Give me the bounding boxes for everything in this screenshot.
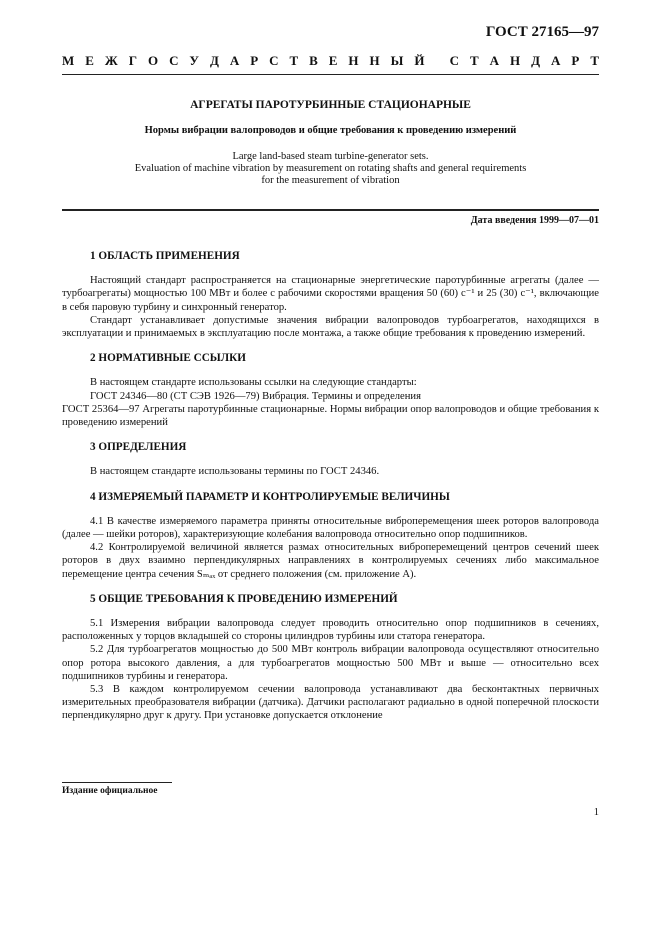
header-rule (62, 74, 599, 75)
section-measured-parameter (62, 491, 599, 581)
banner-letter: В (309, 53, 318, 68)
banner-letter: У (189, 53, 199, 68)
banner-letter: Р (571, 53, 580, 68)
english-title-line: for the measurement of vibration (261, 175, 400, 186)
banner-letter: Г (128, 53, 137, 68)
banner-letter: А (489, 53, 500, 68)
paragraph: В настоящем стандарте использованы ссылки на следующие стандарты: (90, 377, 417, 389)
english-title-line: Evaluation of machine vibration by measurement on rotating shafts and general requirements (134, 163, 527, 174)
banner-letter: С (269, 53, 279, 68)
paragraph: Стандарт устанавливает допустимые значения вибрации валопроводов турбоагрегатов, находящихся в эксплуатации и принимаемых в эксплуатацию после монтажа, а также общие требования к проведению измерений. (62, 314, 599, 340)
section-heading: 1 ОБЛАСТЬ ПРИМЕНЕНИЯ (90, 250, 240, 262)
paragraph: 5.3 В каждом контролируемом сечении валопровода устанавливают два бесконтактных первичных измерительных преобразователя вибрации (датчика). Датчики располагают радиально в одной поперечной плоскости перпендикулярно друг к другу. При установке допускается отклонение (62, 684, 599, 722)
section-definitions (62, 441, 599, 478)
banner-letter: А (551, 53, 561, 68)
section-heading: 3 ОПРЕДЕЛЕНИЯ (90, 441, 187, 454)
banner-letter: Н (510, 53, 521, 68)
banner-letter: Е (328, 53, 338, 68)
section-general-requirements (62, 593, 599, 723)
banner-letter: Т (470, 53, 479, 68)
paragraph: ГОСТ 25364—97 Агрегаты паротурбинные стационарные. Нормы вибрации опор валопроводов и общие требования к проведению измерений (62, 403, 599, 429)
document-body (62, 250, 599, 735)
paragraph: 4.2 Контролируемой величиной является размах относительных виброперемещений центров сечений шеек роторов в двух взаимно перпендикулярных направлениях в контролируемых сечениях либо максимальное перемещение центра сечения Sₘₐₓ от среднего положения (см. приложение А). (62, 542, 599, 580)
banner-letter: Н (348, 53, 359, 68)
banner-letter: Р (250, 53, 259, 68)
english-title (62, 151, 599, 187)
banner-letter: Т (590, 53, 599, 68)
section-scope (62, 250, 599, 340)
banner-letter: Ы (390, 53, 404, 68)
banner-letter: Н (369, 53, 380, 68)
banner-letter: Д (531, 53, 541, 68)
section-heading: 4 ИЗМЕРЯЕМЫЙ ПАРАМЕТР И КОНТРОЛИРУЕМЫЕ ВЕЛИЧИНЫ (90, 490, 450, 503)
banner-letter: Й (414, 53, 425, 68)
banner-letter: С (449, 53, 460, 68)
paragraph: 5.2 Для турбоагрегатов мощностью до 500 МВт контроль вибрации валопровода осуществляют относительно опор ротора высокого давления, а для турбоагрегатов мощностью 500 МВт и выше — относительно всех подшипников турбины и генератора. (62, 644, 599, 682)
document-subtitle: Нормы вибрации валопроводов и общие требования к проведению измерений (144, 125, 517, 136)
effective-date: Дата введения 1999—07—01 (470, 215, 599, 226)
banner-letter: О (147, 53, 159, 68)
paragraph: В настоящем стандарте использованы термины по ГОСТ 24346. (90, 466, 380, 478)
document-title: АГРЕГАТЫ ПАРОТУРБИННЫЕ СТАЦИОНАРНЫЕ (190, 99, 471, 111)
standard-code: ГОСТ 27165—97 (485, 24, 599, 40)
banner-letter: С (169, 53, 179, 68)
paragraph: Настоящий стандарт распространяется на стационарные энергетические паротурбинные агрегаты (далее — турбоагрегаты) мощностью 100 МВт и более с рабочими скоростями вращения 50 (60) с⁻¹ и 25 (30) с⁻¹, включающие в себя паровую турбину и синхронный генератор. (62, 275, 599, 313)
banner-letter: Т (289, 53, 299, 68)
banner-letter: Д (209, 53, 219, 68)
section-heading: 2 НОРМАТИВНЫЕ ССЫЛКИ (90, 352, 246, 365)
banner-letter: А (229, 53, 240, 68)
footer-rule (62, 782, 172, 783)
english-title-line: Large land-based steam turbine-generator sets. (232, 151, 429, 162)
banner-letter: Е (85, 53, 94, 68)
banner-letter: М (62, 53, 75, 68)
section-heading: 5 ОБЩИЕ ТРЕБОВАНИЯ К ПРОВЕДЕНИЮ ИЗМЕРЕНИЙ (90, 592, 398, 605)
page-number: 1 (593, 807, 599, 818)
banner-letter (435, 53, 438, 69)
official-edition-label: Издание официальное (62, 786, 158, 796)
banner-letter: Ж (104, 53, 118, 68)
paragraph: 4.1 В качестве измеряемого параметра приняты относительные виброперемещения шеек роторов валопровода (далее — шейки роторов), характеризующие колебания валопровода относительно опор подшипников. (62, 515, 599, 541)
paragraph: ГОСТ 24346—80 (СТ СЭВ 1926—79) Вибрация. Термины и определения (90, 390, 421, 402)
section-references (62, 352, 599, 429)
interstate-standard-banner (62, 53, 599, 69)
title-rule (62, 209, 599, 211)
paragraph: 5.1 Измерения вибрации валопровода следует проводить относительно опор подшипников в сечениях, расположенных у торцов вкладышей со стороны цилиндров турбины или статора генератора. (62, 618, 599, 643)
